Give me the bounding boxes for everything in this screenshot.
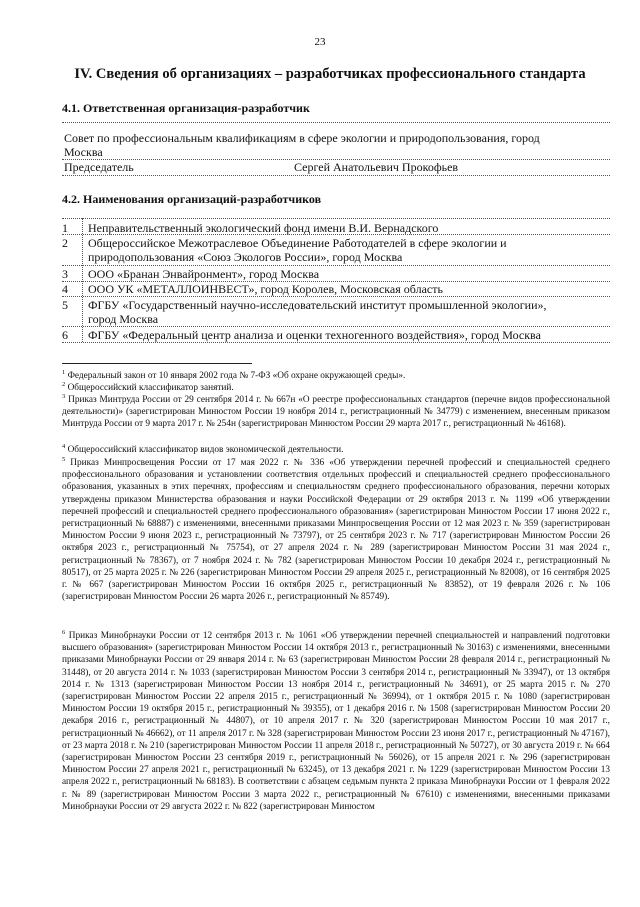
footnote-mark: 2 <box>62 380 66 388</box>
footnote-mark: 1 <box>62 368 66 376</box>
row-number: 6 <box>62 328 68 342</box>
row-number: 3 <box>62 267 68 281</box>
box-top-border <box>62 122 610 123</box>
developers-heading: 4.2. Наименования организаций-разработчиков <box>62 192 322 206</box>
table-row-border <box>62 342 610 343</box>
footnote-2 <box>62 382 610 394</box>
responsible-org-line1: Совет по профессиональным квалификациям в сфере экологии и природопользования, город <box>64 131 540 145</box>
responsible-org-box <box>62 122 610 178</box>
table-row-border <box>62 326 610 327</box>
box-bottom-border <box>62 175 610 176</box>
developer-name: ООО УК «МЕТАЛЛОИНВЕСТ», город Королев, Московская область <box>88 282 443 296</box>
footnote-6 <box>62 630 610 813</box>
footnote-mark: 6 <box>62 628 66 636</box>
footnote-text: Приказ Минтруда России от 29 сентября 2014 г. № 667н «О реестре профессиональных стандартов (перечне видов профессиональной деятельности)» (зарегистрирован Минюстом России 19 ноября 2014 г., регистрационный № 34779) с изменением, внесенным приказом Минтруда России от 9 марта 2017 г. № 254н (зарегистрирован Минюстом России 29 марта 2017 г., регистрационный № 46168). <box>62 395 611 430</box>
footnote-text: Общероссийский классификатор видов экономической деятельности. <box>67 445 344 455</box>
responsible-role: Председатель <box>64 160 134 174</box>
footnote-3 <box>62 394 610 431</box>
row-number: 2 <box>62 236 68 250</box>
developer-name: ООО «Бранан Энвайронмент», город Москва <box>88 267 320 281</box>
footnote-mark: 3 <box>62 392 66 400</box>
row-number: 1 <box>62 221 68 235</box>
footnote-mark: 5 <box>62 455 66 463</box>
footnote-text: Приказ Минпросвещения России от 17 мая 2022 г. № 336 «Об утверждении перечней профессий и специальностей среднего профессионального образования и установлении соответствия отдельных профессий и специальностей среднего профессионального образования, указанных в этих перечнях, профессиям и специальностям среднего профессионального образования, перечни которых утверждены приказом Министерства образования и науки Российской Федерации от 29 октября 2013 г. № 1199 «Об утверждении перечней профессий и специальностей среднего профессионального образования» (зарегистрирован Минюстом России 17 июня 2022 г., регистрационный № 68887) с изменениями, внесенными приказами Минпросвещения России от 12 мая 2023 г. № 359 (зарегистрирован Минюстом России 9 июня 2023 г., регистрационный № 73797), от 25 сентября 2023 г. № 717 (зарегистрирован Минюстом России 26 октября 2023 г., регистрационный № 75754), от 27 апреля 2024 г. № 289 (зарегистрирован Минюстом России 31 мая 2024 г., регистрационный № 78367), от 7 ноября 2024 г. № 782 (зарегистрирован Минюстом России 10 декабря 2024 г., регистрационный № 80517), от 25 марта 2025 г. № 226 (зарегистрирован Минюстом России 29 апреля 2025 г., регистрационный № 82008), от 16 сентября 2025 г. № 667 (зарегистрирован Минюстом России 16 октября 2025 г., регистрационный № 83852), от 19 февраля 2026 г. № 106 (зарегистрирован Минюстом России 26 марта 2026 г., регистрационный № 85749). <box>62 458 610 603</box>
developer-name: Неправительственный экологический фонд имени В.И. Вернадского <box>88 221 439 235</box>
developer-name-cont: город Москва <box>88 312 159 326</box>
table-row-border <box>62 218 610 219</box>
row-number: 4 <box>62 282 68 296</box>
table-row-border <box>62 296 610 297</box>
table-row-border <box>62 265 610 266</box>
responsible-org-line2: Москва <box>64 145 103 159</box>
developer-name: ФГБУ «Федеральный центр анализа и оценки техногенного воздействия», город Москва <box>88 328 541 342</box>
number-column-divider <box>82 218 83 342</box>
developer-name: ФГБУ «Государственный научно-исследовательский институт промышленной экологии», <box>88 298 547 312</box>
footnote-text: Приказ Минобрнауки России от 12 сентября 2013 г. № 1061 «Об утверждении перечней специальностей и направлений подготовки высшего образования» (зарегистрирован Минюстом России 14 октября 2013 г., регистрационный № 30163) с изменениями, внесенными приказами Минобрнауки России от 29 января 2014 г. № 63 (зарегистрирован Минюстом России 28 февраля 2014 г., регистрационный № 31448), от 20 августа 2014 г. № 1033 (зарегистрирован Минюстом России 3 сентября 2014 г., регистрационный № 33947), от 13 октября 2014 г. № 1313 (зарегистрирован Минюстом России 13 ноября 2014 г., регистрационный № 34691), от 25 марта 2015 г. № 270 (зарегистрирован Минюстом России 22 апреля 2015 г., регистрационный № 36994), от 1 октября 2015 г. № 1080 (зарегистрирован Минюстом России 19 октября 2015 г., регистрационный № 39355), от 1 декабря 2016 г. № 1508 (зарегистрирован Минюстом России 20 декабря 2016 г., регистрационный № 44807), от 10 апреля 2017 г. № 320 (зарегистрирован Минюстом России 10 мая 2017 г., регистрационный № 46662), от 11 апреля 2017 г. № 328 (зарегистрирован Минюстом России 23 июня 2017 г., регистрационный № 47167), от 23 марта 2018 г. № 210 (зарегистрирован Минюстом России 11 апреля 2018 г., регистрационный № 50727), от 30 августа 2019 г. № 664 (зарегистрирован Минюстом России 23 сентября 2019 г., регистрационный № 56026), от 15 апреля 2021 г. № 296 (зарегистрирован Минюстом России 27 апреля 2021 г., регистрационный № 63245), от 13 декабря 2021 г. № 1229 (зарегистрирован Минюстом России 13 апреля 2022 г., регистрационный № 68183). В соответствии с абзацем седьмым пункта 2 приказа Минобрнауки России от 1 февраля 2022 г. № 89 (зарегистрирован Минюстом России 3 марта 2022 г., регистрационный № 67610) с изменениями, внесенными приказами Минобрнауки России от 29 августа 2022 г. № 822 (зарегистрирован Минюстом <box>62 631 610 812</box>
responsible-person: Сергей Анатольевич Прокофьев <box>294 160 459 174</box>
developer-name: Общероссийское Межотраслевое Объединение Работодателей в сфере экологии и <box>88 236 507 250</box>
responsible-heading: 4.1. Ответственная организация-разработчик <box>62 101 310 115</box>
footnote-text: Федеральный закон от 10 января 2002 года № 7-ФЗ «Об охране окружающей среды». <box>67 371 406 381</box>
developer-name-cont: природопользования «Союз Экологов России», город Москва <box>88 250 403 264</box>
table-row-border <box>62 234 610 235</box>
footnote-separator <box>62 363 252 364</box>
footnote-text: Общероссийский классификатор занятий. <box>67 383 234 393</box>
footnote-4 <box>62 444 610 456</box>
footnote-1 <box>62 370 610 382</box>
section-title: IV. Сведения об организациях – разработчиках профессионального стандарта <box>74 66 586 82</box>
row-number: 5 <box>62 298 68 312</box>
page-number: 23 <box>314 36 326 48</box>
footnote-mark: 4 <box>62 442 66 450</box>
footnote-5 <box>62 457 610 603</box>
developers-table <box>62 218 610 346</box>
